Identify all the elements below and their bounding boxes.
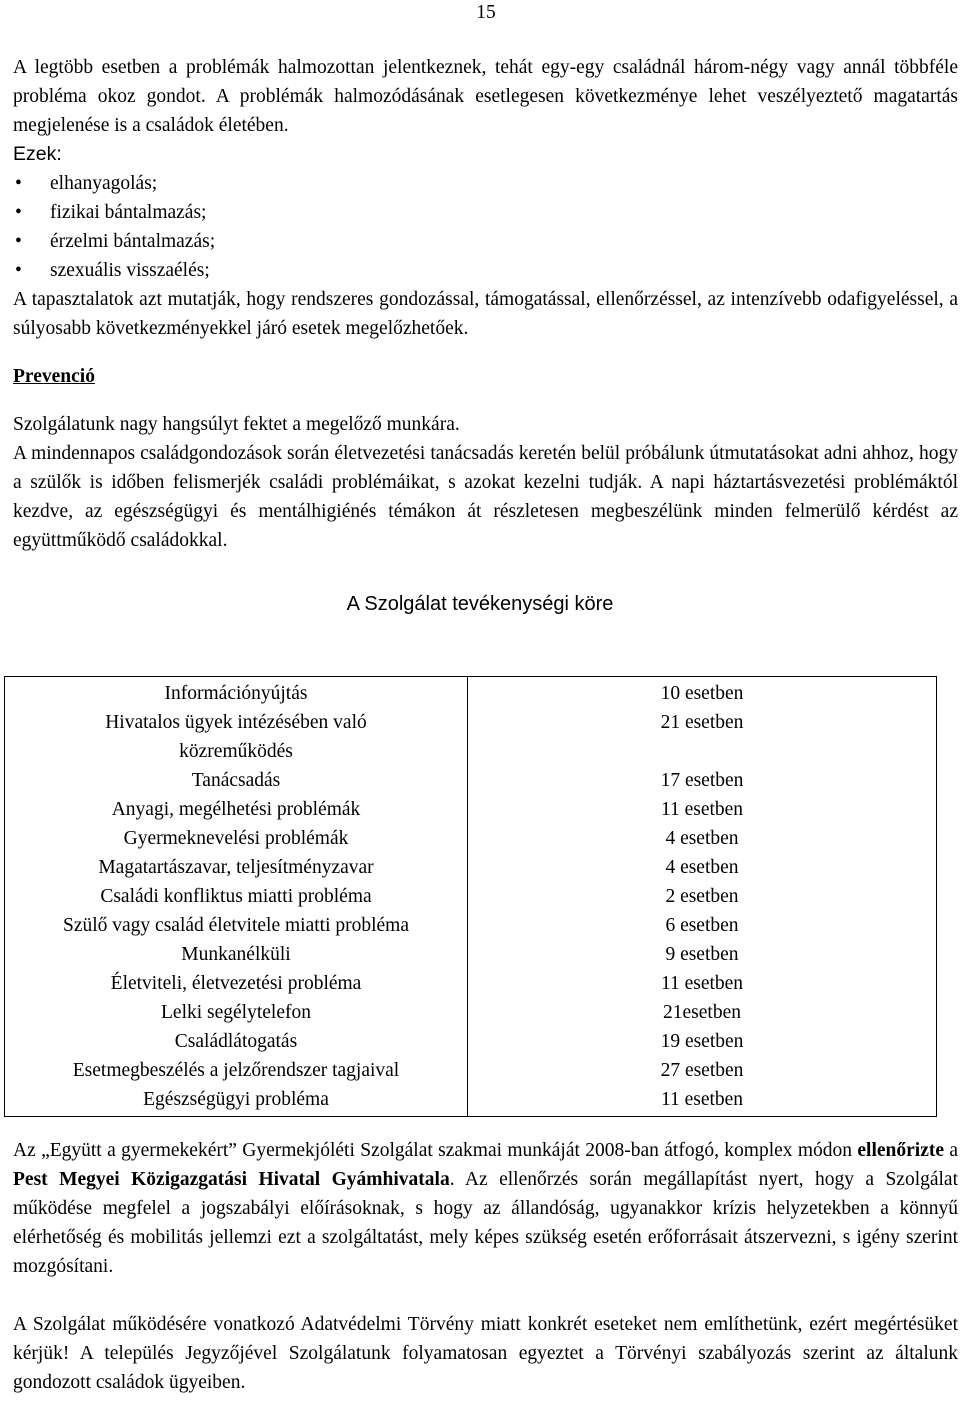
activity-count: 11 esetben bbox=[468, 969, 937, 998]
activity-count: 9 esetben bbox=[468, 940, 937, 969]
activity-label: Szülő vagy család életvitele miatti probléma bbox=[5, 911, 468, 940]
table-row bbox=[5, 1027, 937, 1056]
page-number: 15 bbox=[476, 2, 496, 23]
activity-count: 4 esetben bbox=[468, 824, 937, 853]
activity-label: Magatartászavar, teljesítményzavar bbox=[5, 853, 468, 882]
activity-table bbox=[4, 676, 937, 1117]
activity-label: Tanácsadás bbox=[5, 766, 468, 795]
intro-paragraph: A legtöbb esetben a problémák halmozottan jelentkeznek, tehát egy-egy családnál három-négy vagy annál többféle probléma okoz gondot. A problémák halmozódásának esetlegesen következménye lehet veszélyeztető magatartás megjelenése is a családok életében. bbox=[13, 57, 958, 136]
activity-label: Családi konfliktus miatti probléma bbox=[5, 882, 468, 911]
prevencio-paragraph: A mindennapos családgondozások során életvezetési tanácsadás keretén belül próbálunk útmutatásokat adni ahhoz, hogy a szülők is időben felismerjék családi problémáikat, s azokat kezelni tudják. A napi háztartásvezetési problémáktól kezdve, az egészségügyi és mentálhigiénés témákon át részletesen megbeszélünk minden felmerülő kérdést az együttműködő családokkal. bbox=[13, 443, 958, 551]
table-row bbox=[5, 1056, 937, 1085]
table-row bbox=[5, 795, 937, 824]
inspection-paragraph: Az „Együtt a gyermekekért” Gyermekjóléti Szolgálat szakmai munkáját 2008-ban átfogó, komplex módon ellenőrizte a Pest Megyei Közigazgatási Hivatal Gyámhivatala. Az ellenőrzés során megállapítást nyert, hogy a Szolgálat működése megfelel a jogszabályi előírásoknak, s hogy az állandóság, ugyanakkor krízis helyzetekben a könnyű elérhetőség és mobilitás jellemzi ezt a szolgáltatást, mely képes szükség esetén erőforrásait átszervezni, s igény szerint mozgósítani. bbox=[13, 1140, 959, 1277]
activity-count: 21 esetben bbox=[468, 708, 937, 766]
activity-label: Családlátogatás bbox=[5, 1027, 468, 1056]
activity-label: Hivatalos ügyek intézésében való közreműködés bbox=[5, 708, 468, 766]
table-title: A Szolgálat tevékenységi köre bbox=[346, 593, 614, 615]
table-row bbox=[5, 766, 937, 795]
table-row bbox=[5, 969, 937, 998]
bold-ellenorizte: ellenőrizte bbox=[857, 1140, 944, 1161]
activity-count: 11 esetben bbox=[468, 1085, 937, 1117]
activity-count: 4 esetben bbox=[468, 853, 937, 882]
activity-label: Egészségügyi probléma bbox=[5, 1085, 468, 1117]
problem-list bbox=[13, 169, 958, 285]
activity-count: 10 esetben bbox=[468, 677, 937, 709]
activity-label: Információnyújtás bbox=[5, 677, 468, 709]
activity-label: Életviteli, életvezetési probléma bbox=[5, 969, 468, 998]
table-row bbox=[5, 1085, 937, 1117]
activity-count: 19 esetben bbox=[468, 1027, 937, 1056]
table-row bbox=[5, 708, 937, 766]
bullet-icon: • bbox=[15, 260, 22, 281]
activity-count: 17 esetben bbox=[468, 766, 937, 795]
table-row bbox=[5, 824, 937, 853]
bullet-icon: • bbox=[15, 173, 22, 194]
privacy-paragraph: A Szolgálat működésére vonatkozó Adatvédelmi Törvény miatt konkrét eseteket nem említhetünk, ezért megértésüket kérjük! A település Jegyzőjével Szolgálatunk folyamatosan egyeztet a Törvényi szabályozás szerint az általunk gondozott családok ügyeiben. bbox=[13, 1314, 958, 1393]
conclusion-paragraph: A tapasztalatok azt mutatják, hogy rendszeres gondozással, támogatással, ellenőrzéssel, az intenzívebb odafigyeléssel, a súlyosabb következményekkel járó esetek megelőzhetőek. bbox=[13, 289, 958, 339]
activity-count: 6 esetben bbox=[468, 911, 937, 940]
closing-section bbox=[13, 1136, 958, 1397]
activity-label: Esetmegbeszélés a jelzőrendszer tagjaival bbox=[5, 1056, 468, 1085]
activity-count: 2 esetben bbox=[468, 882, 937, 911]
bold-authority: Pest Megyei Közigazgatási Hivatal Gyámhivatala bbox=[13, 1169, 450, 1190]
activity-count: 11 esetben bbox=[468, 795, 937, 824]
prevencio-line: Szolgálatunk nagy hangsúlyt fektet a megelőző munkára. bbox=[13, 414, 460, 435]
table-row bbox=[5, 911, 937, 940]
activity-count: 27 esetben bbox=[468, 1056, 937, 1085]
table-row bbox=[5, 998, 937, 1027]
bullet-icon: • bbox=[15, 231, 22, 252]
activity-label: Lelki segélytelefon bbox=[5, 998, 468, 1027]
activity-label: Munkanélküli bbox=[5, 940, 468, 969]
list-item: • elhanyagolás; bbox=[13, 169, 958, 198]
ezek-label: Ezek: bbox=[13, 143, 62, 165]
activity-label: Anyagi, megélhetési problémák bbox=[5, 795, 468, 824]
table-row bbox=[5, 940, 937, 969]
bullet-icon: • bbox=[15, 202, 22, 223]
list-item: • érzelmi bántalmazás; bbox=[13, 227, 958, 256]
table-row bbox=[5, 882, 937, 911]
prevencio-heading: Prevenció bbox=[13, 366, 95, 387]
table-row bbox=[5, 853, 937, 882]
activity-count: 21esetben bbox=[468, 998, 937, 1027]
list-item: • fizikai bántalmazás; bbox=[13, 198, 958, 227]
table-row bbox=[5, 677, 937, 709]
intro-section bbox=[13, 53, 958, 555]
list-item: • szexuális visszaélés; bbox=[13, 256, 958, 285]
activity-label: Gyermeknevelési problémák bbox=[5, 824, 468, 853]
